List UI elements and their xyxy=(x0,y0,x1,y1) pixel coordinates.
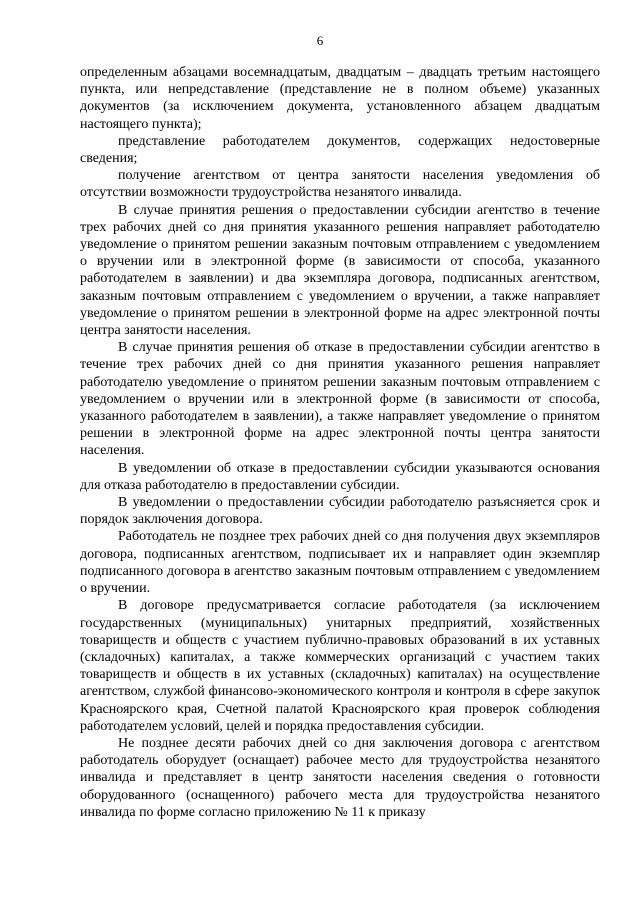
page-number: 6 xyxy=(316,33,324,48)
paragraph: В уведомлении об отказе в предоставлении субсидии указываются основания для отказа работодателю в предоставлении субсидии. xyxy=(80,460,600,493)
paragraph: В договоре предусматривается согласие работодателя (за исключением государственных (муниципальных) унитарных предприятий, хозяйственных товариществ и обществ с участием публично-правовых образований в их уставных (складочных) капиталах, а также коммерческих организаций с участием таких товариществ и обществ в их уставных (складочных) капиталах) на осуществление агентством, службой финансово-экономического контроля и контроля в сфере закупок Красноярского края, Счетной палатой Красноярского края проверок соблюдения работодателем условий, целей и порядка предоставления субсидии. xyxy=(80,598,600,734)
paragraph-continuation: определенным абзацами восемнадцатым, двадцатым – двадцать третьим настоящего пункта, или непредставление (представление не в полном объеме) указанных документов (за исключением документа, установленного абзацем двадцатым настоящего пункта); xyxy=(80,65,600,132)
paragraph: В случае принятия решения об отказе в предоставлении субсидии агентство в течение трех рабочих дней со дня принятия указанного решения направляет работодателю уведомление о принятом решении заказным почтовым отправлением с уведомлением о вручении или в электронной форме (в зависимости от способа, указанного работодателем в заявлении), а также направляет уведомление о принятом решении в электронной форме на адрес электронной почты центра занятости населения. xyxy=(80,340,600,459)
paragraph: представление работодателем документов, содержащих недостоверные сведения; xyxy=(80,133,600,167)
paragraph: В случае принятия решения о предоставлении субсидии агентство в течение трех рабочих дней со дня принятия указанного решения направляет работодателю уведомление о принятом решении заказным почтовым отправлением с уведомлением о вручении или в электронной форме (в зависимости от способа, указанного работодателем в заявлении) и два экземпляра договора, подписанных агентством, заказным почтовым отправлением с уведомлением о вручении, а также направляет уведомление о принятом решении в электронной форме на адрес электронной почты центра занятости населения. xyxy=(80,202,600,339)
paragraph: Не позднее десяти рабочих дней со дня заключения договора с агентством работодатель оборудует (оснащает) рабочее место для трудоустройства незанятого инвалида и представляет в центр занятости населения сведения о готовности оборудованного (оснащенного) рабочего места для трудоустройства незанятого инвалида по форме согласно приложению № 11 к приказу xyxy=(80,735,600,820)
document-body xyxy=(80,64,600,821)
paragraph: Работодатель не позднее трех рабочих дней со дня получения двух экземпляров договора, подписанных агентством, подписывает их и направляет один экземпляр подписанного договора в агентство заказным почтовым отправлением с уведомлением о вручении. xyxy=(80,529,600,597)
paragraph: В уведомлении о предоставлении субсидии работодателю разъясняется срок и порядок заключения договора. xyxy=(80,495,600,528)
paragraph: получение агентством от центра занятости населения уведомления об отсутствии возможности трудоустройства незанятого инвалида. xyxy=(80,168,600,201)
